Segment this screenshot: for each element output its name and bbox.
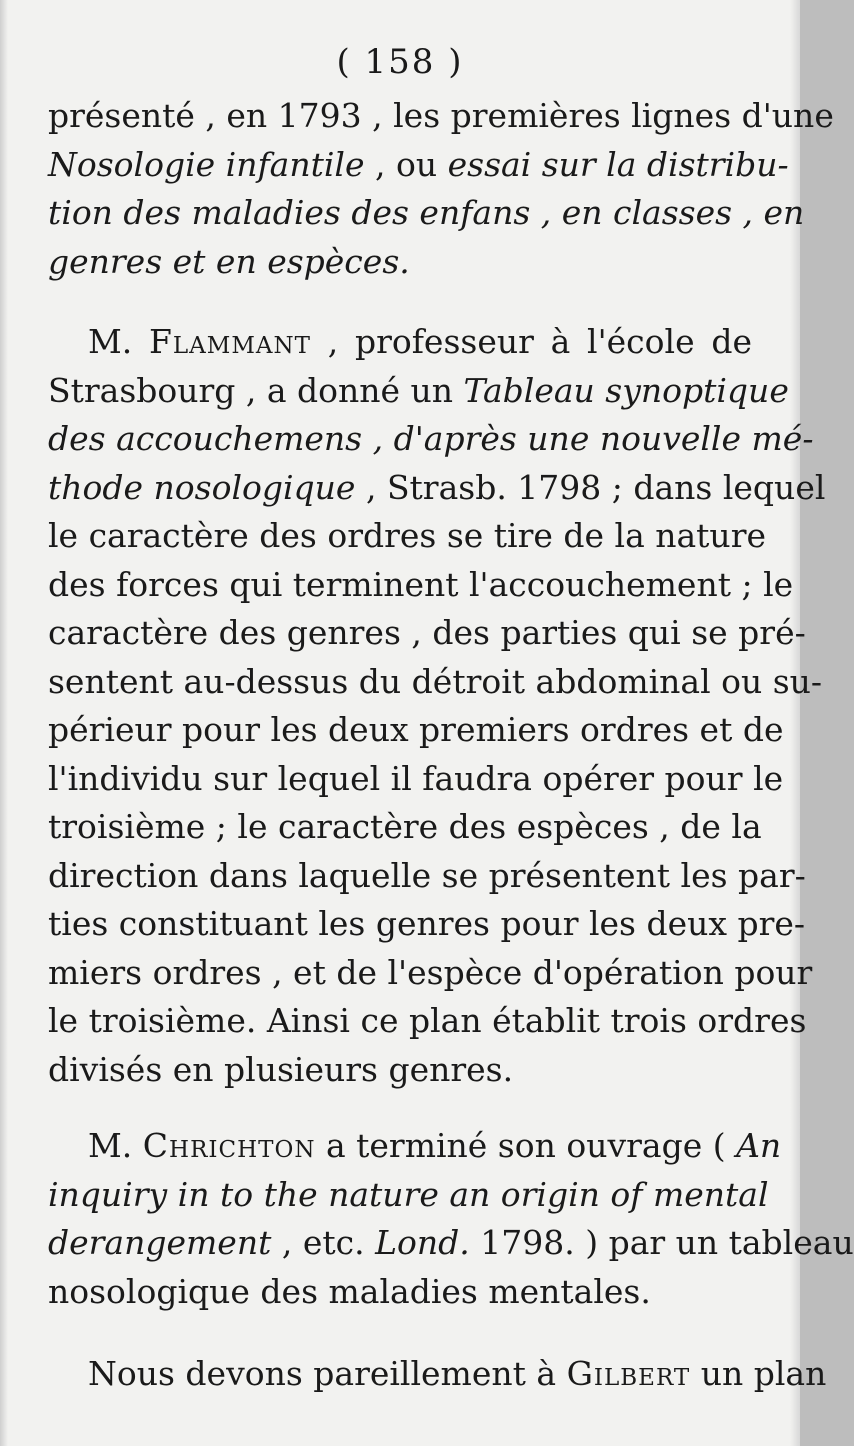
text-segment: a terminé son ouvrage ( xyxy=(315,1126,737,1165)
text-line xyxy=(48,852,806,901)
text-segment: nosologique des maladies mentales. xyxy=(48,1271,651,1311)
text-line xyxy=(48,92,834,141)
text-segment: direction dans laquelle se présentent les par- xyxy=(48,855,806,895)
text-line xyxy=(48,1171,769,1220)
text-segment: M. xyxy=(88,1126,143,1165)
text-line xyxy=(48,1219,854,1268)
paragraph-chrichton xyxy=(48,1122,854,1316)
italic-text: thode nosologique xyxy=(48,467,356,507)
text-line xyxy=(48,900,806,949)
text-line xyxy=(48,755,784,804)
text-segment: divisés en plusieurs genres. xyxy=(48,1049,514,1089)
text-segment: , etc. xyxy=(271,1223,376,1262)
text-segment: sentent au-dessus du détroit abdominal ou su- xyxy=(48,661,823,701)
page-left-edge xyxy=(0,0,8,1446)
paragraph-nosologie xyxy=(48,92,834,286)
text-line xyxy=(48,318,752,367)
text-line xyxy=(48,1122,782,1171)
text-line xyxy=(48,609,806,658)
text-line xyxy=(48,189,805,238)
name-small-caps: Gilbert xyxy=(566,1354,691,1393)
name-small-caps: Flammant xyxy=(149,322,311,361)
text-segment: un plan xyxy=(690,1354,827,1393)
italic-text: An xyxy=(736,1126,782,1165)
text-line xyxy=(48,1350,827,1399)
text-line xyxy=(48,949,813,998)
text-segment: , professeur à l'école de xyxy=(310,322,752,361)
text-line xyxy=(48,141,789,190)
text-line xyxy=(48,238,752,287)
text-segment: le troisième. Ainsi ce plan établit trois ordres xyxy=(48,1001,807,1040)
italic-text: essai sur la distribu- xyxy=(447,144,789,184)
text-segment: Strasbourg , a donné un xyxy=(48,370,464,410)
italic-text: Nosologie infantile xyxy=(48,144,365,184)
text-segment: , Strasb. 1798 ; dans lequel xyxy=(355,467,826,507)
text-segment: périeur pour les deux premiers ordres et de xyxy=(48,710,784,749)
italic-text: derangement xyxy=(48,1223,272,1262)
text-line xyxy=(48,561,794,610)
name-small-caps: Chrichton xyxy=(142,1126,316,1165)
text-segment: troisième ; le caractère des espèces , de la xyxy=(48,807,762,846)
text-line xyxy=(48,1268,752,1317)
italic-text: inquiry in to the nature an origin of mental xyxy=(48,1174,769,1214)
text-line xyxy=(48,415,814,464)
italic-text: tion des maladies des enfans , en classes , en xyxy=(48,193,805,232)
text-line xyxy=(48,464,826,513)
italic-text: Lond. xyxy=(375,1223,470,1262)
italic-text: genres et en espèces. xyxy=(48,241,410,281)
page-number: ( 158 ) xyxy=(336,42,464,82)
paragraph-flammant xyxy=(48,318,826,1094)
text-segment: l'individu sur lequel il faudra opérer pour le xyxy=(48,758,784,798)
text-line xyxy=(48,706,784,755)
text-line xyxy=(48,367,789,416)
text-segment: M. xyxy=(88,322,150,361)
italic-text: Tableau synoptique xyxy=(463,370,789,410)
text-segment: présenté , en 1793 , les premières lignes d'une xyxy=(48,96,834,135)
text-segment: Nous devons pareillement à xyxy=(88,1354,567,1393)
text-segment: caractère des genres , des parties qui se pré- xyxy=(48,613,806,652)
paragraph-gilbert xyxy=(48,1350,827,1399)
text-segment: des forces qui terminent l'accouchement ; le xyxy=(48,564,794,604)
text-segment: , ou xyxy=(364,144,448,184)
text-line xyxy=(48,1046,752,1095)
text-segment: le caractère des ordres se tire de la nature xyxy=(48,516,766,555)
text-segment: miers ordres , et de l'espèce d'opération pour xyxy=(48,952,813,992)
text-line xyxy=(48,997,807,1046)
text-line xyxy=(48,658,823,707)
text-segment: 1798. ) par un tableau xyxy=(469,1223,854,1262)
text-line xyxy=(48,803,762,852)
italic-text: des accouchemens , d'après une nouvelle mé- xyxy=(48,419,814,458)
text-segment: ties constituant les genres pour les deux pre- xyxy=(48,904,806,943)
text-line xyxy=(48,512,766,561)
